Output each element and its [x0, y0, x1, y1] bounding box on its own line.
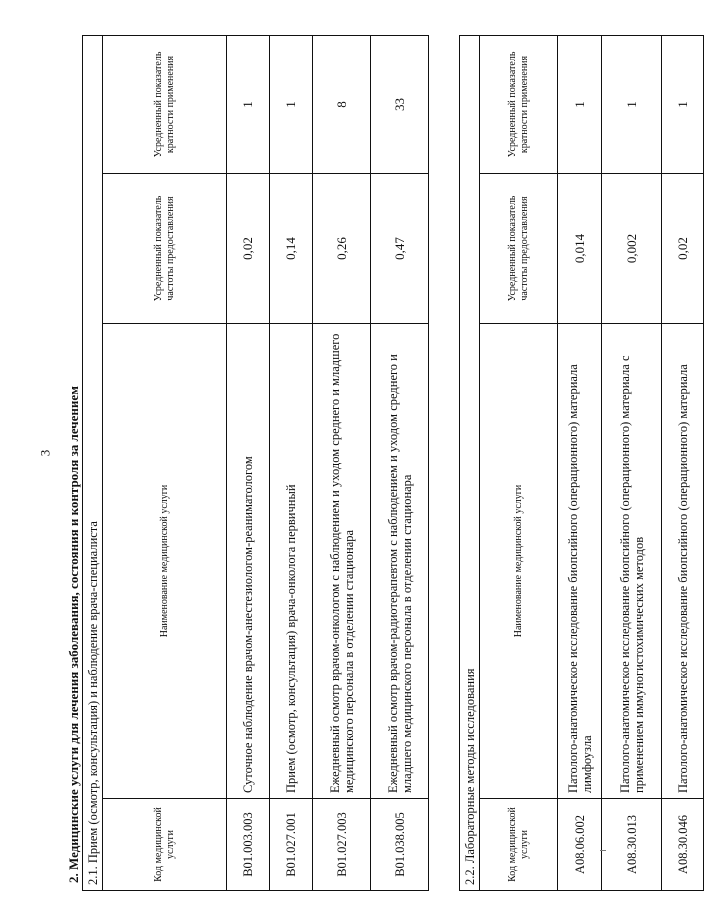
service-name: Патолого-анатомическое исследование биопсийного (операционного) материала с применением иммуногистохимических методов [602, 324, 662, 799]
table-row [602, 35, 662, 890]
table-row [313, 35, 371, 890]
frequency-value: 0,02 [227, 174, 270, 324]
service-code: A08.06.002 [558, 799, 602, 891]
multiplicity-value: 1 [558, 35, 602, 173]
column-header-frequency: Усредненный показатель частоты предоставления [480, 174, 558, 324]
service-name: Патолого-анатомическое исследование биопсийного (операционного) материала [662, 324, 704, 799]
multiplicity-value: 8 [313, 35, 371, 173]
service-name: Ежедневный осмотр врачом-радиотерапевтом с наблюдением и уходом среднего и младшего медицинского персонала в отделении стационара [371, 324, 429, 799]
service-name: Прием (осмотр, консультация) врача-онколога первичный [270, 324, 313, 799]
multiplicity-value: 1 [227, 35, 270, 173]
column-header-name: Наименование медицинской услуги [480, 324, 558, 799]
frequency-value: 0,014 [558, 174, 602, 324]
column-header-multiplicity: Усредненный показатель кратности применения [480, 35, 558, 173]
table-caption: 2.2. Лабораторные методы исследования [460, 35, 480, 890]
column-header-code: Код медицинской услуги [103, 799, 227, 891]
service-name: Суточное наблюдение врачом-анестезиологом-реаниматологом [227, 324, 270, 799]
multiplicity-value: 1 [602, 35, 662, 173]
column-header-name: Наименование медицинской услуги [103, 324, 227, 799]
frequency-value: 0,14 [270, 174, 313, 324]
multiplicity-value: 33 [371, 35, 429, 173]
table-row [662, 35, 704, 890]
multiplicity-value: 1 [270, 35, 313, 173]
rotated-document-sheet [65, 36, 690, 891]
table-row [558, 35, 602, 890]
service-code: B01.038.005 [371, 799, 429, 891]
frequency-value: 0,26 [313, 174, 371, 324]
frequency-value: 0,47 [371, 174, 429, 324]
scan-mark [600, 850, 606, 851]
column-header-code: Код медицинской услуги [480, 799, 558, 891]
table-spacer [429, 36, 459, 891]
page-number: 3 [37, 449, 53, 457]
table-row [270, 35, 313, 890]
service-code: B01.027.003 [313, 799, 371, 891]
service-code: A08.30.013 [602, 799, 662, 891]
column-header-multiplicity: Усредненный показатель кратности применения [103, 35, 227, 173]
column-header-frequency: Усредненный показатель частоты предоставления [103, 174, 227, 324]
table-consultations [82, 35, 429, 891]
service-code: B01.027.001 [270, 799, 313, 891]
multiplicity-value: 1 [662, 35, 704, 173]
frequency-value: 0,002 [602, 174, 662, 324]
table-laboratory-methods [459, 35, 704, 891]
service-code: B01.003.003 [227, 799, 270, 891]
table-row [371, 35, 429, 890]
service-name: Патолого-анатомическое исследование биопсийного (операционного) материала лимфоузла [558, 324, 602, 799]
frequency-value: 0,02 [662, 174, 704, 324]
service-name: Ежедневный осмотр врачом-онкологом с наблюдением и уходом среднего и младшего медицинского персонала в отделении стационара [313, 324, 371, 799]
table-row [227, 35, 270, 890]
section-title: 2. Медицинские услуги для лечения заболевания, состояния и контроля за лечением [66, 385, 81, 883]
service-code: A08.30.046 [662, 799, 704, 891]
table-caption: 2.1. Прием (осмотр, консультация) и наблюдение врача-специалиста [83, 35, 103, 890]
